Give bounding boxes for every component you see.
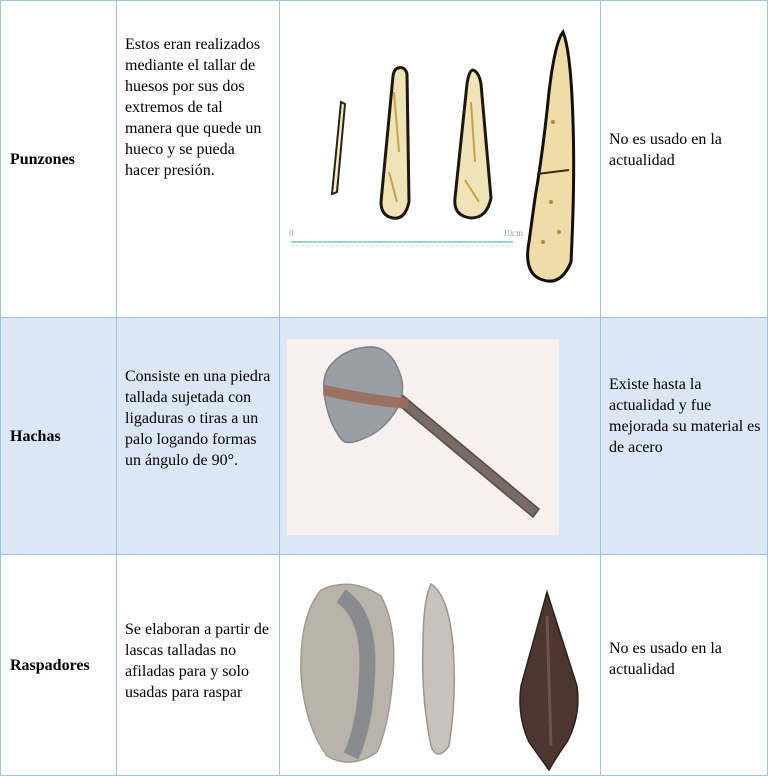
tool-image-cell	[280, 318, 601, 555]
tool-description: Se elaboran a partir de lascas talladas no afiladas para y solo usadas para raspar	[125, 621, 269, 701]
table-row	[1, 555, 768, 776]
tool-use: No es usado en la actualidad	[609, 640, 722, 678]
tool-use-cell	[601, 555, 768, 776]
bone-awls-icon	[281, 2, 599, 316]
tool-description: Estos eran realizados mediante el tallar de huesos por sus dos extremos de tal manera que quede un hueco y se pueda hacer presión.	[125, 35, 262, 179]
tool-name-cell	[1, 555, 117, 776]
table-row	[1, 1, 768, 318]
tool-description-cell	[117, 1, 280, 318]
tool-name: Hachas	[10, 427, 61, 445]
tool-use-cell	[601, 1, 768, 318]
tool-use-cell	[601, 318, 768, 555]
tool-description: Consiste en una piedra tallada sujetada con ligaduras o tiras a un palo logando formas un ángulo de 90°.	[125, 367, 271, 469]
tool-description-cell	[117, 555, 280, 776]
tool-name: Raspadores	[10, 656, 90, 674]
tool-use: Existe hasta la actualidad y fue mejorada su material es de acero	[609, 376, 761, 456]
tool-name-cell	[1, 318, 117, 555]
svg-text:0: 0	[289, 228, 294, 238]
tool-image-cell	[280, 1, 601, 318]
tool-use: No es usado en la actualidad	[609, 131, 722, 169]
tool-name: Punzones	[10, 150, 75, 168]
stone-axe-icon	[281, 319, 599, 553]
svg-text:10cm: 10cm	[503, 228, 523, 238]
tool-name-cell	[1, 1, 117, 318]
tool-description-cell	[117, 318, 280, 555]
table-row	[1, 318, 768, 555]
tool-image-cell	[280, 555, 601, 776]
stone-scrapers-icon	[281, 556, 599, 774]
